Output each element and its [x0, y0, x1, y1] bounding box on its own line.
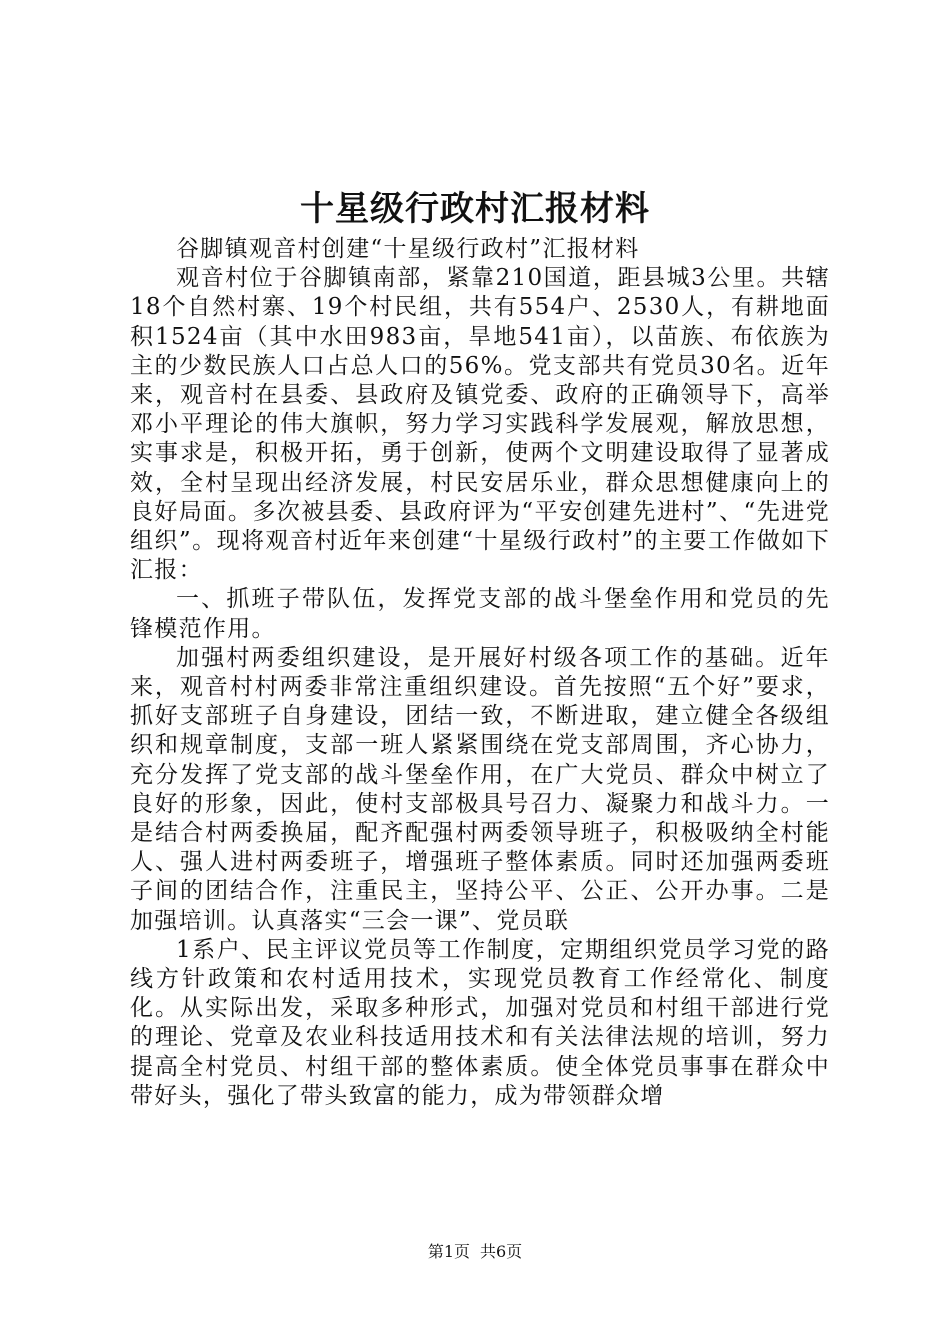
page-footer — [0, 1240, 950, 1264]
paragraph-organization: 加强村两委组织建设，是开展好村级各项工作的基础。近年来，观音村村两委非常注重组织建设。首先按照“五个好”要求，抓好支部班子自身建设，团结一致，不断进取，建立健全各级组织和规章制度，支部一班人紧紧围绕在党支部周围，齐心协力，充分发挥了党支部的战斗堡垒作用，在广大党员、群众中树立了良好的形象，因此，使村支部极具号召力、凝聚力和战斗力。一是结合村两委换届，配齐配强村两委领导班子，积极吸纳全村能人、强人进村两委班子，增强班子整体素质。同时还加强两委班子间的团结合作，注重民主，坚持公平、公正、公开办事。二是加强培训。认真落实“三会一课”、党员联 — [130, 644, 830, 934]
document-body — [130, 235, 830, 1111]
paragraph-training: 1系户、民主评议党员等工作制度，定期组织党员学习党的路线方针政策和农村适用技术，实现党员教育工作经常化、制度化。从实际出发，采取多种形式，加强对党员和村组干部进行党的理论、党章及农业科技适用技术和有关法律法规的培训，努力提高全村党员、村组干部的整体素质。使全体党员事事在群众中带好头，强化了带头致富的能力，成为带领群众增 — [130, 936, 830, 1109]
paragraph-intro: 观音村位于谷脚镇南部，紧靠210国道，距县城3公里。共辖18个自然村寨、19个村民组，共有554户、2530人，有耕地面积1524亩（其中水田983亩，旱地541亩），以苗族、布依族为主的少数民族人口占总人口的56%。党支部共有党员30名。近年来，观音村在县委、县政府及镇党委、政府的正确领导下，高举邓小平理论的伟大旗帜，努力学习实践科学发展观，解放思想，实事求是，积极开拓，勇于创新，使两个文明建设取得了显著成效，全村呈现出经济发展，村民安居乐业，群众思想健康向上的良好局面。多次被县委、县政府评为“平安创建先进村”、“先进党组织”。现将观音村近年来创建“十星级行政村”的主要工作做如下汇报： — [130, 265, 830, 584]
page-total: 共6页 — [480, 1242, 523, 1261]
section-heading-1: 一、抓班子带队伍，发挥党支部的战斗堡垒作用和党员的先锋模范作用。 — [130, 586, 830, 642]
document-title: 十星级行政村汇报材料 — [300, 189, 650, 229]
page-number: 第1页 — [427, 1242, 470, 1261]
document-subtitle: 谷脚镇观音村创建“十星级行政村”汇报材料 — [176, 236, 640, 262]
